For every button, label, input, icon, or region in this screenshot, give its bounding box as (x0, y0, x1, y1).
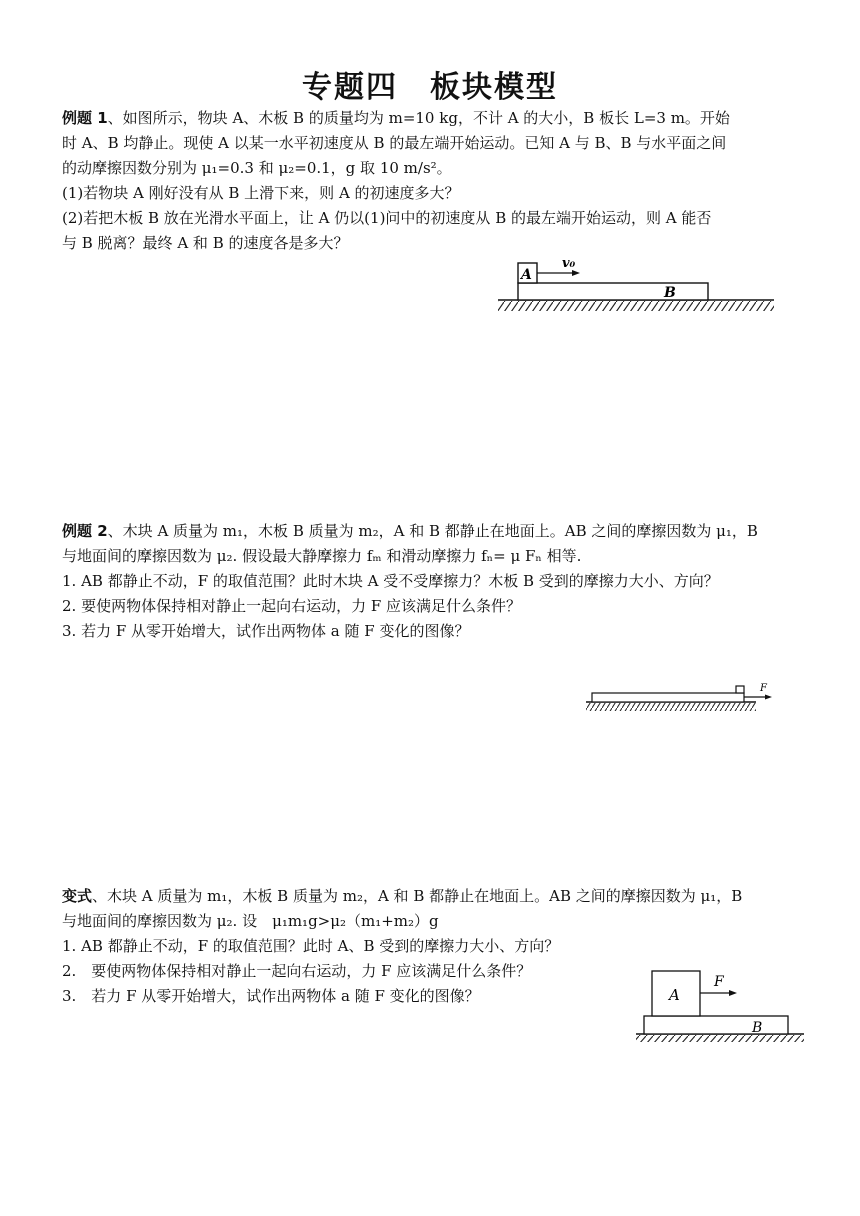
example-2-text (62, 519, 802, 644)
example-1-line: (1)若物块 A 刚好没有从 B 上滑下来，则 A 的初速度多大？ (62, 184, 460, 202)
example-2-lead: 例题 2 (62, 522, 108, 540)
variant-lead: 变式 (62, 887, 93, 905)
variant-line: 2. 要使两物体保持相对静止一起向右运动，力 F 应该满足什么条件？ (62, 962, 532, 980)
velocity-label: v₀ (562, 256, 576, 271)
board-b (592, 693, 744, 702)
block-a (736, 686, 744, 693)
block-a-label: A (669, 986, 680, 1004)
force-label: F (714, 974, 724, 990)
example-1-line: 时 A、B 均静止。现使 A 以某一水平初速度从 B 的最左端开始运动。已知 A 与 B、B 与水平面之间 (62, 134, 727, 152)
board-b (644, 1016, 788, 1034)
example-2-line: 3. 若力 F 从零开始增大，试作出两物体 a 随 F 变化的图像？ (62, 622, 470, 640)
example-1-text (62, 106, 802, 256)
ground-hatching (586, 703, 756, 711)
example-1-line: 与 B 脱离？最终 A 和 B 的速度各是多大？ (62, 234, 349, 252)
example-2-line: 2. 要使两物体保持相对静止一起向右运动，力 F 应该满足什么条件？ (62, 597, 522, 615)
variant-line: 3. 若力 F 从零开始增大，试作出两物体 a 随 F 变化的图像？ (62, 987, 480, 1005)
example-2-figure (582, 676, 782, 718)
force-arrowhead (729, 990, 737, 996)
block-a-label: A (521, 267, 532, 283)
ground-hatching (636, 1035, 804, 1042)
example-1-line: 的动摩擦因数分别为 μ₁=0.3 和 μ₂=0.1，g 取 10 m/s²。 (62, 159, 452, 177)
example-2-line: 、木块 A 质量为 m₁，木板 B 质量为 m₂，A 和 B 都静止在地面上。AB 之间的摩擦因数为 μ₁，B (107, 522, 758, 540)
example-2-line: 1. AB 都静止不动，F 的取值范围？此时木块 A 受不受摩擦力？木板 B 受到的摩擦力大小、方向？ (62, 572, 719, 590)
variant-figure (632, 964, 808, 1042)
ground-hatching (498, 301, 774, 311)
board-b (518, 283, 708, 300)
force-label: F (760, 683, 767, 694)
variant-line: 1. AB 都静止不动，F 的取值范围？此时 A、B 受到的摩擦力大小、方向？ (62, 937, 560, 955)
board-b-label: B (664, 285, 676, 301)
variant-line: 、木块 A 质量为 m₁，木板 B 质量为 m₂，A 和 B 都静止在地面上。AB 之间的摩擦因数为 μ₁，B (92, 887, 743, 905)
board-b-label: B (752, 1020, 763, 1036)
example-1-line: (2)若把木板 B 放在光滑水平面上，让 A 仍以(1)问中的初速度从 B 的最左端开始运动，则 A 能否 (62, 209, 712, 227)
force-arrowhead (765, 695, 772, 700)
example-1-lead: 例题 1 (62, 109, 108, 127)
example-1-figure (490, 252, 780, 316)
variant-line: 与地面间的摩擦因数为 μ₂. 设 μ₁m₁g>μ₂（m₁+m₂）g (62, 912, 439, 930)
example-2-line: 与地面间的摩擦因数为 μ₂. 假设最大静摩擦力 fₘ 和滑动摩擦力 fₙ= μ Fₙ 相等. (62, 547, 582, 565)
example-1-line: 、如图所示，物块 A、木板 B 的质量均为 m=10 kg，不计 A 的大小，B 板长 L=3 m。开始 (107, 109, 730, 127)
page-title: 专题四 板块模型 (302, 70, 558, 105)
